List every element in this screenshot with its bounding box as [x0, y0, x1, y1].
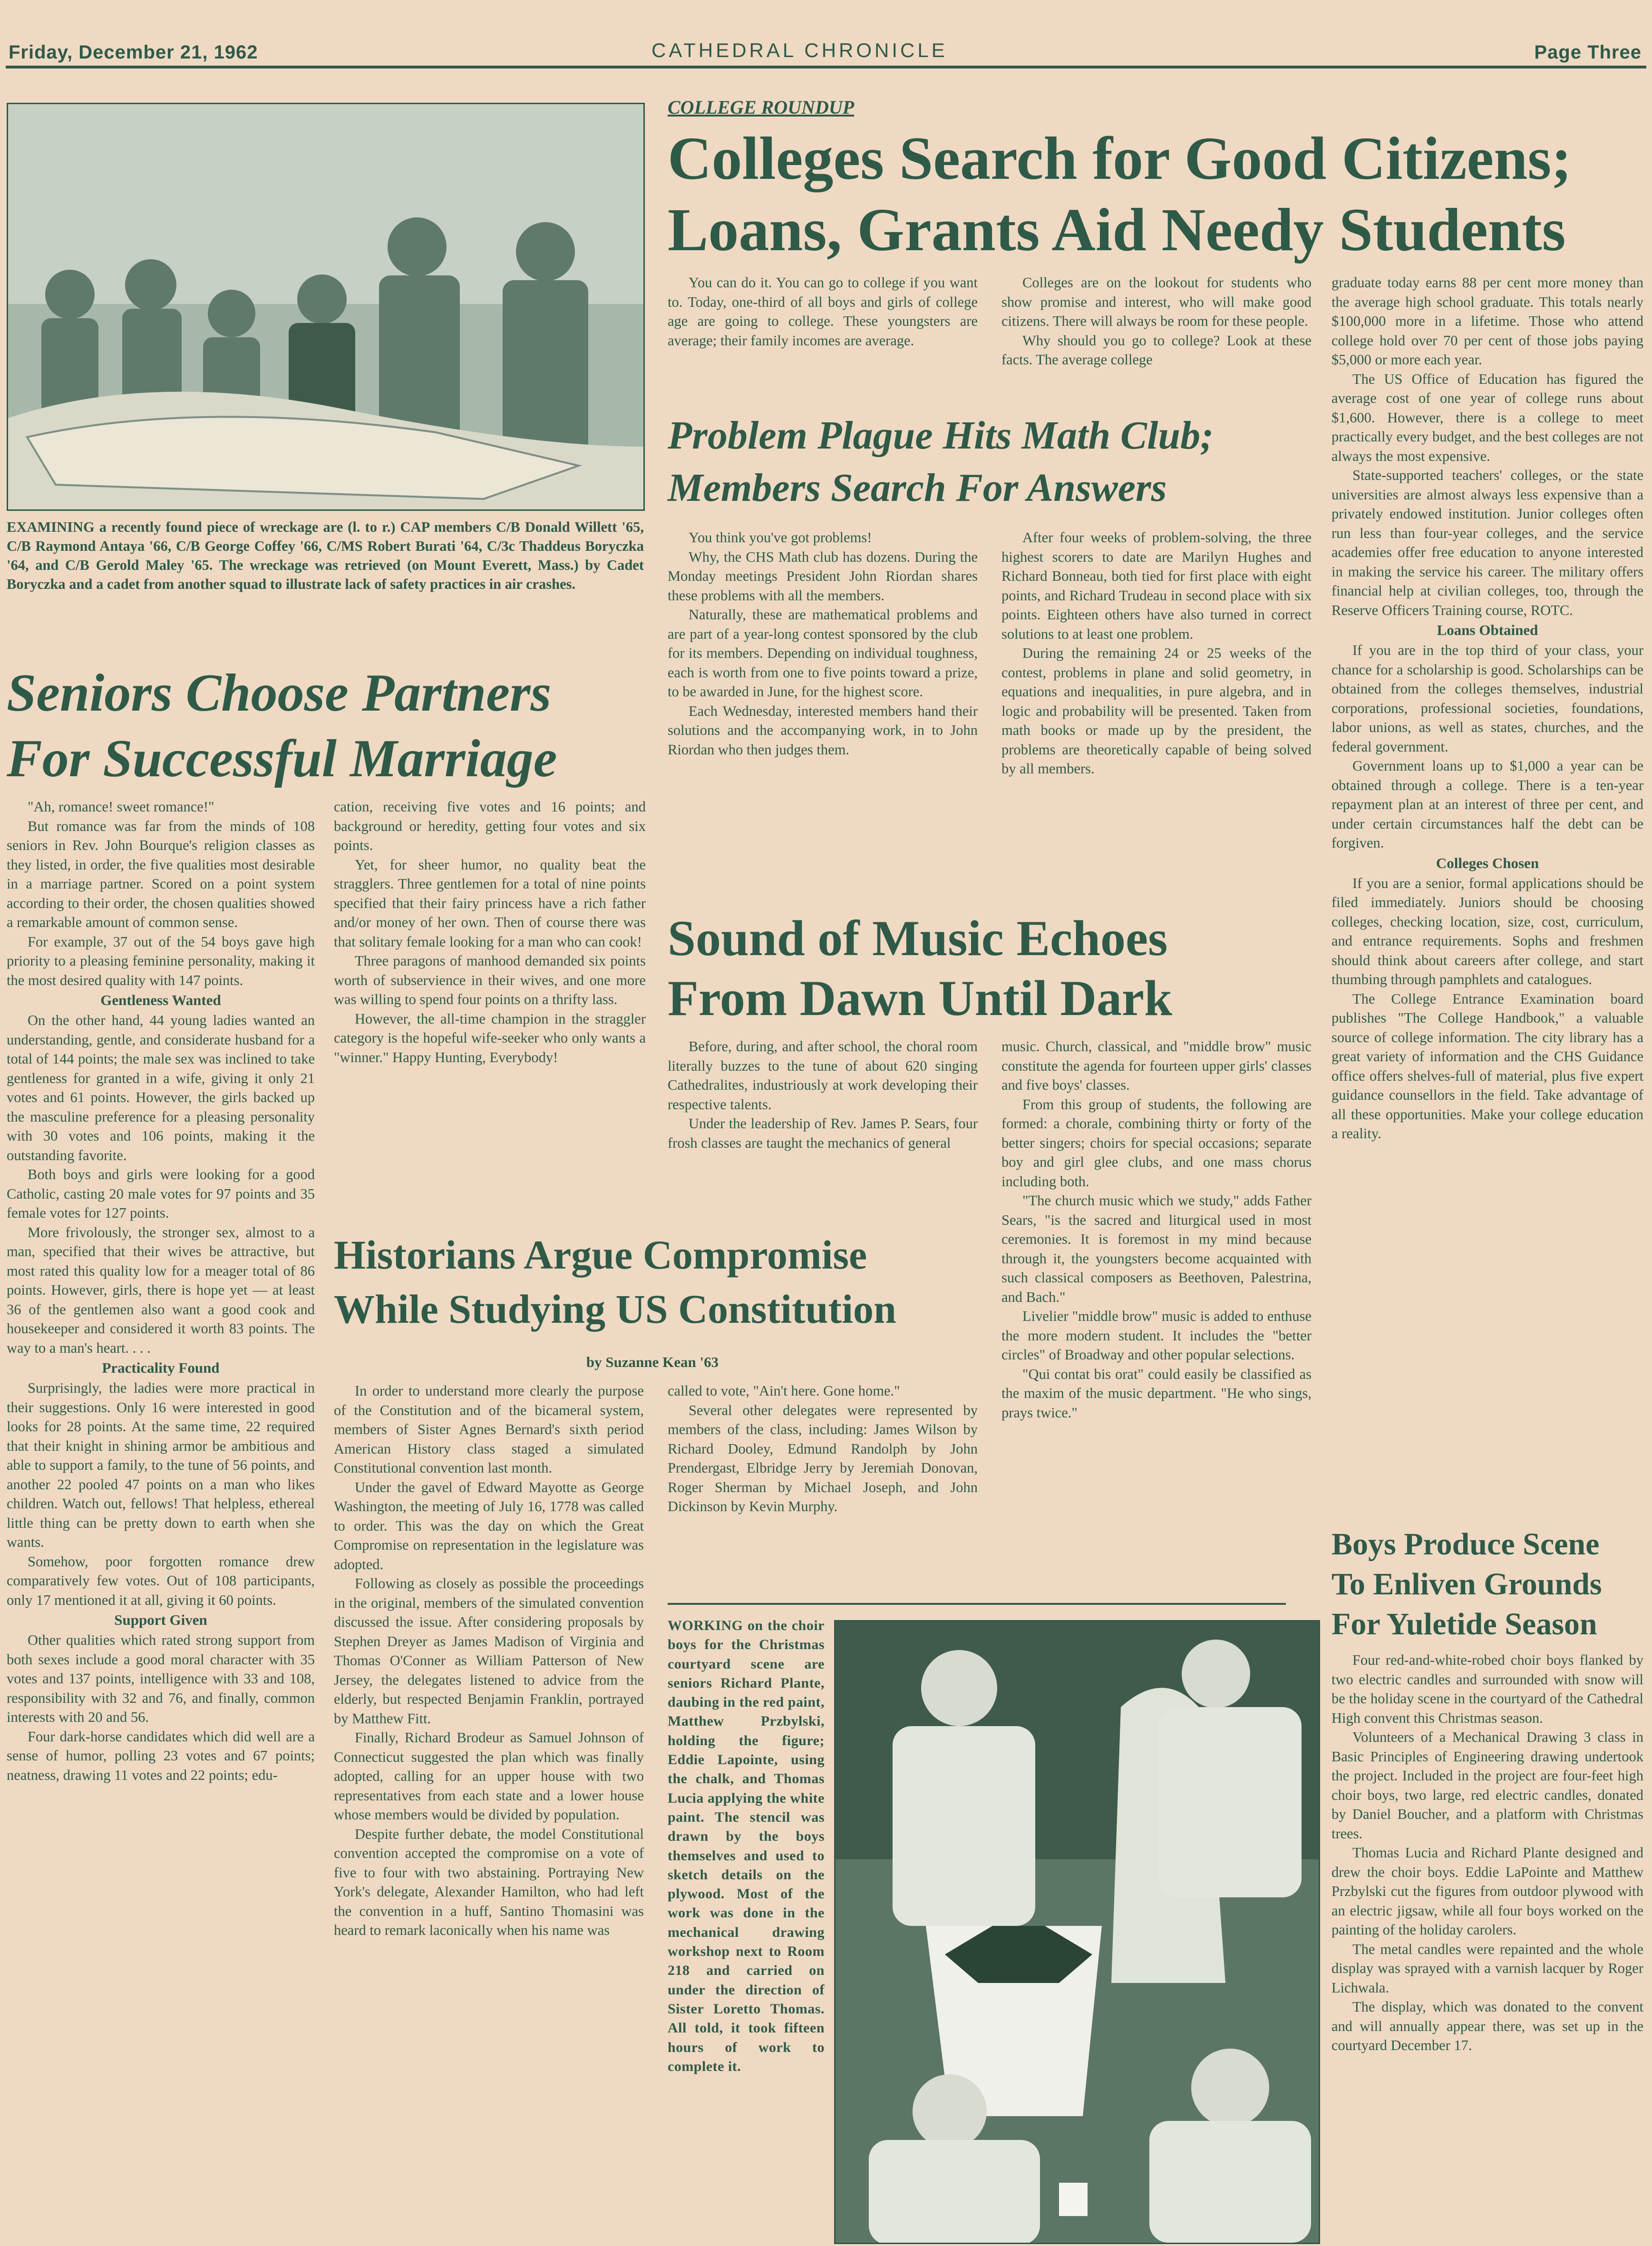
music-column-2: [1001, 1037, 1312, 1598]
paragraph: Several other delegates were represented by members of the class, including: James Wilson by Richard Dooley, Edmund Randolph by John Prendergast, Elbridge Jerry by Jeremiah Donovan, Roger Sherman by Michael Joseph, and John Dickinson by Kevin Murphy.: [668, 1402, 978, 1514]
paragraph: Other qualities which rated strong support from both sexes include a good moral character with 35 votes and 137 points, intelligence with 33 and 108, responsibility with 32 and 76, and finally, common interests with 20 and 56.: [7, 1632, 315, 1725]
math-column-1: [668, 528, 978, 899]
paragraph: Four red-and-white-robed choir boys flanked by two electric candles and surrounded with snow will be the holiday scene in the courtyard of the Cathedral High convent this Christmas season.: [1331, 1652, 1643, 1726]
paragraph: In order to understand more clearly the purpose of the Constitution and of the bicameral system, members of Sister Agnes Bernard's sixth period American History class staged a simulated Constitutional convention last month.: [334, 1383, 644, 1476]
paragraph: Under the leadership of Rev. James P. Sears, four frosh classes are taught the mechanics of general: [668, 1115, 978, 1151]
paragraph: Before, during, and after school, the choral room literally buzzes to the tune of about 620 singing Cathedralites, industriously at work developing their respective talents.: [668, 1038, 978, 1113]
paragraph: But romance was far from the minds of 108 seniors in Rev. John Bourque's religion classes as they listed, in order, the five qualities most desirable in a marriage partner. Scored on a point system according to their order, the chosen qualities showed a remarkable amount of common sense.: [7, 818, 315, 930]
subhead-loans: Loans Obtained: [1437, 622, 1538, 638]
paragraph: If you are a senior, formal applications should be filed immediately. Juniors should be choosing colleges, checking location, size, cost, curriculum, and entrance requirements. Sophs and freshmen should think about careers after college, and start thumbing through pamphlets and catalogues.: [1331, 875, 1643, 987]
page-number: Page Three: [1534, 42, 1642, 63]
historians-byline: by Suzanne Kean '63: [586, 1354, 719, 1370]
paragraph: cation, receiving five votes and 16 points; and background or heredity, getting four votes and six points.: [334, 799, 646, 853]
paragraph: "Qui contat bis orat" could easily be classified as the maxim of the music department. "He who sings, prays twice.": [1001, 1366, 1312, 1421]
subhead-support: Support Given: [114, 1611, 207, 1628]
math-column-2: [1001, 528, 1312, 899]
college-headline-line2: Loans, Grants Aid Needy Students: [668, 196, 1566, 264]
paragraph: "The church music which we study," adds Father Sears, "is the sacred and liturgical used in most ceremonies. It is foremost in my mind because through it, the youngsters become acquainted with such classical composers as Beethoven, Palestrina, and Bach.": [1001, 1192, 1312, 1305]
math-headline-line1: Problem Plague Hits Math Club;: [668, 413, 1214, 458]
historians-column-1: [334, 1381, 644, 2242]
paragraph: Government loans up to $1,000 a year can be obtained through a college. There is a ten-year repayment plan at an interest of three per cent, and under certain circumstances half the debt can be forgiven.: [1331, 758, 1643, 851]
math-headline-line2: Members Search For Answers: [668, 466, 1167, 510]
music-headline-line2: From Dawn Until Dark: [668, 970, 1172, 1026]
subhead-gentleness: Gentleness Wanted: [100, 992, 221, 1008]
paragraph: You think you've got problems!: [689, 529, 872, 546]
paragraph: called to vote, "Ain't here. Gone home.": [668, 1383, 900, 1399]
paragraph: The metal candles were repainted and the whole display was sprayed with a varnish lacquer by Roger Lichwala.: [1331, 1941, 1643, 1996]
boys-headline-line3: For Yuletide Season: [1331, 1607, 1597, 1641]
paragraph: Following as closely as possible the proceedings in the original, members of the simulated convention discussed the issue. After considering proposals by Stephen Dreyer as James Madison of Virginia and Thomas O'Conner as William Patterson of New Jersey, the delegates listened to advice from the elderly, but respected Benjamin Franklin, portrayed by Matthew Fitt.: [334, 1575, 644, 1727]
paragraph: However, the all-time champion in the straggler category is the hopeful wife-seeker who only wants a "winner." Happy Hunting, Everybody!: [334, 1010, 646, 1065]
college-column-2: [1001, 273, 1312, 370]
paragraph: Livelier "middle brow" music is added to enthuse the more modern student. It includes the "better circles" of Broadway and other popular selections.: [1001, 1308, 1312, 1363]
paragraph: Volunteers of a Mechanical Drawing 3 class in Basic Principles of Engineering drawing undertook the project. Included in the project are four-feet high choir boys, two large, red electric candles, donated by Daniel Boucher, and a platform with Christmas trees.: [1331, 1729, 1643, 1842]
paragraph: State-supported teachers' colleges, or the state universities are almost always less expensive than a privately endowed institution. Junior colleges often run less than four-year colleges, and the service academies offer free education to anyone interested in making the service his career. The military offers financial help at civilian colleges, too, through the Reserve Officers Training course, ROTC.: [1331, 467, 1643, 618]
seniors-headline-line2: For Successful Marriage: [7, 729, 557, 788]
paragraph: During the remaining 24 or 25 weeks of the contest, problems in plane and solid geometry, in equations and inequalities, in pure algebra, and in logic and probability will be presented. Taken from math books or made up by the president, the problems are theoretically capable of being solved by all members.: [1001, 645, 1312, 777]
paragraph: After four weeks of problem-solving, the three highest scorers to date are Marilyn Hughes and Richard Bonneau, both tied for first place with eight points, and Richard Trudeau in second place with six points. Eighteen others have also turned in correct solutions to at least one problem.: [1001, 529, 1312, 642]
paragraph: Despite further debate, the model Constitutional convention accepted the compromise on a vote of five to four with two abstaining. Portraying New York's delegate, Alexander Hamilton, who had left the convention in a huff, Santino Thomasini was heard to remark laconically when his name was: [334, 1826, 644, 1938]
paper-name: CATHEDRAL CHRONICLE: [651, 39, 948, 61]
paragraph: From this group of students, the following are formed: a chorale, combining thirty or forty of the better singers; choirs for special occasions; separate boy and girl glee clubs, and one mass chorus including both.: [1001, 1096, 1312, 1190]
boys-headline-line2: To Enliven Grounds: [1331, 1567, 1602, 1601]
paragraph: Surprisingly, the ladies were more practical in their suggestions. Only 16 were interested in good looks for 28 points. At the same time, 22 required that their knight in shining armor be ambitious and able to support a family, to the tune of 56 points, and another 22 pooled 47 points on a man who likes children. Watch out, fellows! That helpless, ethereal little thing can be pretty down to earth when she wants.: [7, 1380, 315, 1550]
boys-column: [1331, 1650, 1643, 2242]
paragraph: Why should you go to college? Look at these facts. The average college: [1001, 332, 1312, 368]
paragraph: For example, 37 out of the 54 boys gave high priority to a pleasing feminine personality, making it the most desired quality with 147 points.: [7, 933, 315, 988]
paragraph: If you are in the top third of your class, your chance for a scholarship is good. Scholarships can be obtained from the colleges themselves, industrial corporations, professional societies, foundations, labor unions, as well as states, churches, and the federal government.: [1331, 642, 1643, 755]
masthead-rule: [6, 66, 1646, 68]
college-headline-line1: Colleges Search for Good Citizens;: [668, 125, 1572, 192]
historians-headline-line2: While Studying US Constitution: [334, 1286, 896, 1332]
paragraph: Colleges are on the lookout for students who show promise and interest, who will make good citizens. There will always be room for these people.: [1001, 274, 1312, 329]
college-kicker: COLLEGE ROUNDUP: [668, 97, 855, 118]
paragraph: Naturally, these are mathematical problems and are part of a year-long contest sponsored by the club for its members. Depending on individual toughness, each is worth from one to five points toward a prize, to be awarded in June, for the highest score.: [668, 606, 978, 700]
photo1-caption: EXAMINING a recently found piece of wreckage are (l. to r.) CAP members C/B Donald Willett '65, C/B Raymond Antaya '66, C/B George Coffey '66, C/MS Robert Burati '64, C/3c Thaddeus Boryczka '64, and C/B Gerold Maley '65. The wreckage was retrieved (on Mount Everett, Mass.) by Cadet Boryczka and a cadet from another squad to illustrate lack of safety practices in air crashes.: [7, 519, 644, 592]
paragraph: The College Entrance Examination board publishes "The College Handbook," a valuable source of college information. The city library has a great variety of information and the CHS Guidance office offers shelves-full of material, plus five expert guidance counsellors in the field. Take advantage of all these opportunities. Make your college education a reality.: [1331, 990, 1643, 1142]
seniors-column-2: [334, 797, 646, 1216]
paragraph: "Ah, romance! sweet romance!": [28, 799, 214, 815]
paragraph: Somehow, poor forgotten romance drew comparatively few votes. Out of 108 participants, only 17 mentioned it at all, giving it 60 points.: [7, 1553, 315, 1608]
section-rule: [668, 1603, 1286, 1605]
paragraph: music. Church, classical, and "middle brow" music constitute the agenda for fourteen upper girls' classes and five boys' classes.: [1001, 1038, 1312, 1093]
seniors-column-1: [7, 797, 315, 2243]
seniors-headline-line1: Seniors Choose Partners: [7, 664, 552, 723]
paragraph: Yet, for sheer humor, no quality beat the stragglers. Three gentlemen for a total of nine points specified that their fairy princess have a rich father and/or money of her own. Then of course there was that solitary female looking for a man who can cook!: [334, 856, 646, 950]
paragraph: The display, which was donated to the convent and will annually appear there, was set up in the courtyard December 17.: [1331, 1999, 1643, 2053]
paragraph: More frivolously, the stronger sex, almost to a man, specified that their wives be attractive, but most rated this quality low for a meager total of 86 points. However, girls, there is hope yet — at least 36 of the gentlemen also want a good cook and housekeeper and considered it worth 83 points. The way to a man's heart. . . .: [7, 1224, 315, 1356]
paragraph: Under the gavel of Edward Mayotte as George Washington, the meeting of July 16, 1778 was called to order. This was the day on which the Great Compromise on representation in the legislature was adopted.: [334, 1479, 644, 1572]
college-column-3: [1331, 273, 1643, 1514]
music-headline-line1: Sound of Music Echoes: [668, 910, 1168, 966]
historians-column-2: [668, 1381, 978, 1600]
paragraph: You can do it. You can go to college if you want to. Today, one-third of all boys and girls of college age are going to college. These youngsters are average; their family incomes are average.: [668, 274, 978, 349]
paragraph: Both boys and girls were looking for a good Catholic, casting 20 male votes for 97 points and 35 female votes for 127 points.: [7, 1166, 315, 1221]
paragraph: Three paragons of manhood demanded six points worth of subservience in their wives, and one more was willing to spend four points on a thrifty lass.: [334, 953, 646, 1007]
paragraph: The US Office of Education has figured the average cost of one year of college runs about $1,600. However, there is a college to meet practically every budget, and the best colleges are not always the most expensive.: [1331, 371, 1643, 464]
subhead-colleges-chosen: Colleges Chosen: [1436, 854, 1539, 871]
paragraph: Finally, Richard Brodeur as Samuel Johnson of Connecticut suggested the plan which was finally adopted, calling for an upper house with two representatives from each state and a lower house whose members would be divided by population.: [334, 1729, 644, 1823]
historians-headline-line1: Historians Argue Compromise: [334, 1232, 867, 1278]
paragraph: Four dark-horse candidates which did well are a sense of humor, polling 23 votes and 67 points; neatness, drawing 11 votes and 22 points; edu-: [7, 1728, 315, 1783]
photo2-caption: WORKING on the choir boys for the Christmas courtyard scene are seniors Richard Plante, daubing in the red paint, Matthew Przbylski, holding the figure; Eddie Lapointe, using the chalk, and Thomas Lucia applying the white paint. The stencil was drawn by the boys themselves and used to sketch details on the plywood. Most of the work was done in the mechanical drawing workshop next to Room 218 and carried on under the direction of Sister Loretto Thomas. All told, it took fifteen hours of work to complete it.: [668, 1618, 825, 2074]
paragraph: graduate today earns 88 per cent more money than the average high school graduate. This totals nearly $100,000 more in a lifetime. Those who attend college hold over 70 per cent of those jobs paying $5,000 or more each year.: [1331, 274, 1643, 368]
paragraph: Why, the CHS Math club has dozens. During the Monday meetings President John Riordan shares these problems with all the members.: [668, 548, 978, 604]
boys-headline-line1: Boys Produce Scene: [1331, 1527, 1600, 1562]
choir-boys-photo: [834, 1620, 1320, 2244]
college-column-1: [668, 273, 978, 350]
cap-wreckage-photo: [7, 103, 645, 511]
paragraph: Each Wednesday, interested members hand their solutions and the accompanying work, in to John Riordan who then judges them.: [668, 703, 978, 758]
music-column-1: [668, 1037, 978, 1218]
paragraph: Thomas Lucia and Richard Plante designed and drew the choir boys. Eddie LaPointe and Matthew Przbylski cut the figures from outdoor plywood with an electric jigsaw, while all four boys worked on the painting of the holiday carolers.: [1331, 1845, 1643, 1938]
issue-date: Friday, December 21, 1962: [9, 42, 258, 63]
subhead-practicality: Practicality Found: [102, 1359, 220, 1376]
paragraph: On the other hand, 44 young ladies wanted an understanding, gentle, and considerate husband for a total of 144 points; the male sex was inclined to take gentleness for granted in a wife, giving it only 21 votes and 61 points. However, the girls backed up the masculine preference for a pleasing personality with 30 votes and 106 points, making it the outstanding favorite.: [7, 1012, 315, 1163]
